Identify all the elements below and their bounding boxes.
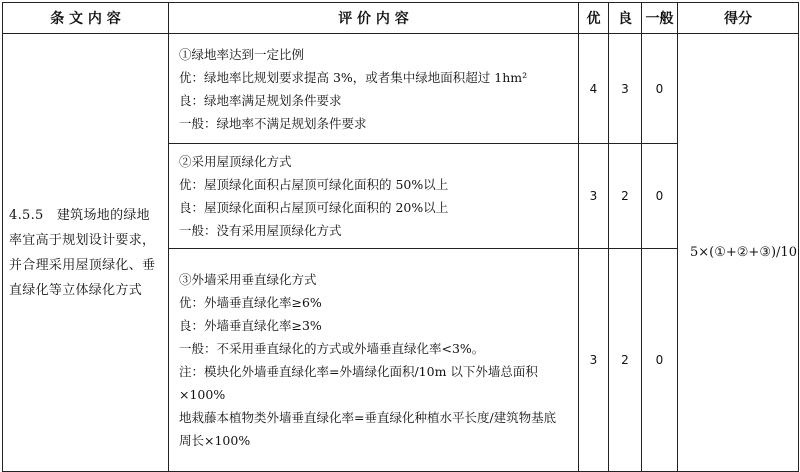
item-title: ②采用屋顶绿化方式 [179, 154, 292, 169]
header-excellent: 优 [579, 3, 609, 34]
item-criterion: 优：绿地率比规划要求提高 3%，或者集中绿地面积超过 1hm² [179, 69, 528, 85]
good-score: 2 [609, 144, 642, 249]
item-title: ③外墙采用垂直绿化方式 [179, 272, 317, 287]
item-criterion: 一般：不采用垂直绿化的方式或外墙垂直绿化率<3%。 [179, 341, 485, 356]
header-good: 良 [609, 3, 642, 34]
header-content: 评 价 内 容 [169, 3, 579, 34]
table-row [3, 34, 799, 144]
excellent-score: 3 [579, 144, 609, 249]
content-cell [169, 144, 579, 249]
header-score: 得分 [678, 3, 799, 34]
content-cell [169, 249, 579, 472]
item-criterion: 良：屋顶绿化面积占屋顶可绿化面积的 20%以上 [179, 200, 449, 215]
excellent-score: 3 [579, 249, 609, 472]
general-score: 0 [642, 249, 678, 472]
item-criterion: 一般：绿地率不满足规划条件要求 [179, 115, 367, 131]
excellent-score: 4 [579, 34, 609, 144]
evaluation-table [2, 2, 799, 472]
item-note: 注：模块化外墙垂直绿化率=外墙绿化面积/10m 以下外墙总面积×100% [179, 364, 538, 402]
general-score: 0 [642, 34, 678, 144]
score-cell [678, 34, 799, 472]
good-score: 3 [609, 34, 642, 144]
item-title: ①绿地率达到一定比例 [179, 46, 305, 62]
general-score: 0 [642, 144, 678, 249]
item-criterion: 良：外墙垂直绿化率≥3% [179, 318, 322, 333]
score-formula: 5×(①+②+③)/10 [690, 244, 797, 260]
clause-cell [3, 34, 169, 472]
header-general: 一般 [642, 3, 678, 34]
good-score: 2 [609, 249, 642, 472]
item-note: 地栽藤本植物类外墙垂直绿化率=垂直绿化种植水平长度/建筑物基底周长×100% [179, 410, 557, 448]
clause-text: 4.5.5 建筑场地的绿地率宜高于规划设计要求，并合理采用屋顶绿化、垂直绿化等立体绿化方式 [9, 207, 156, 298]
item-criterion: 优：外墙垂直绿化率≥6% [179, 295, 322, 310]
item-criterion: 一般：没有采用屋顶绿化方式 [179, 223, 342, 238]
item-criterion: 优：屋顶绿化面积占屋顶可绿化面积的 50%以上 [179, 177, 449, 192]
table-header-row [3, 3, 799, 34]
content-cell [169, 34, 579, 144]
header-clause: 条 文 内 容 [3, 3, 169, 34]
item-criterion: 良：绿地率满足规划条件要求 [179, 92, 342, 108]
